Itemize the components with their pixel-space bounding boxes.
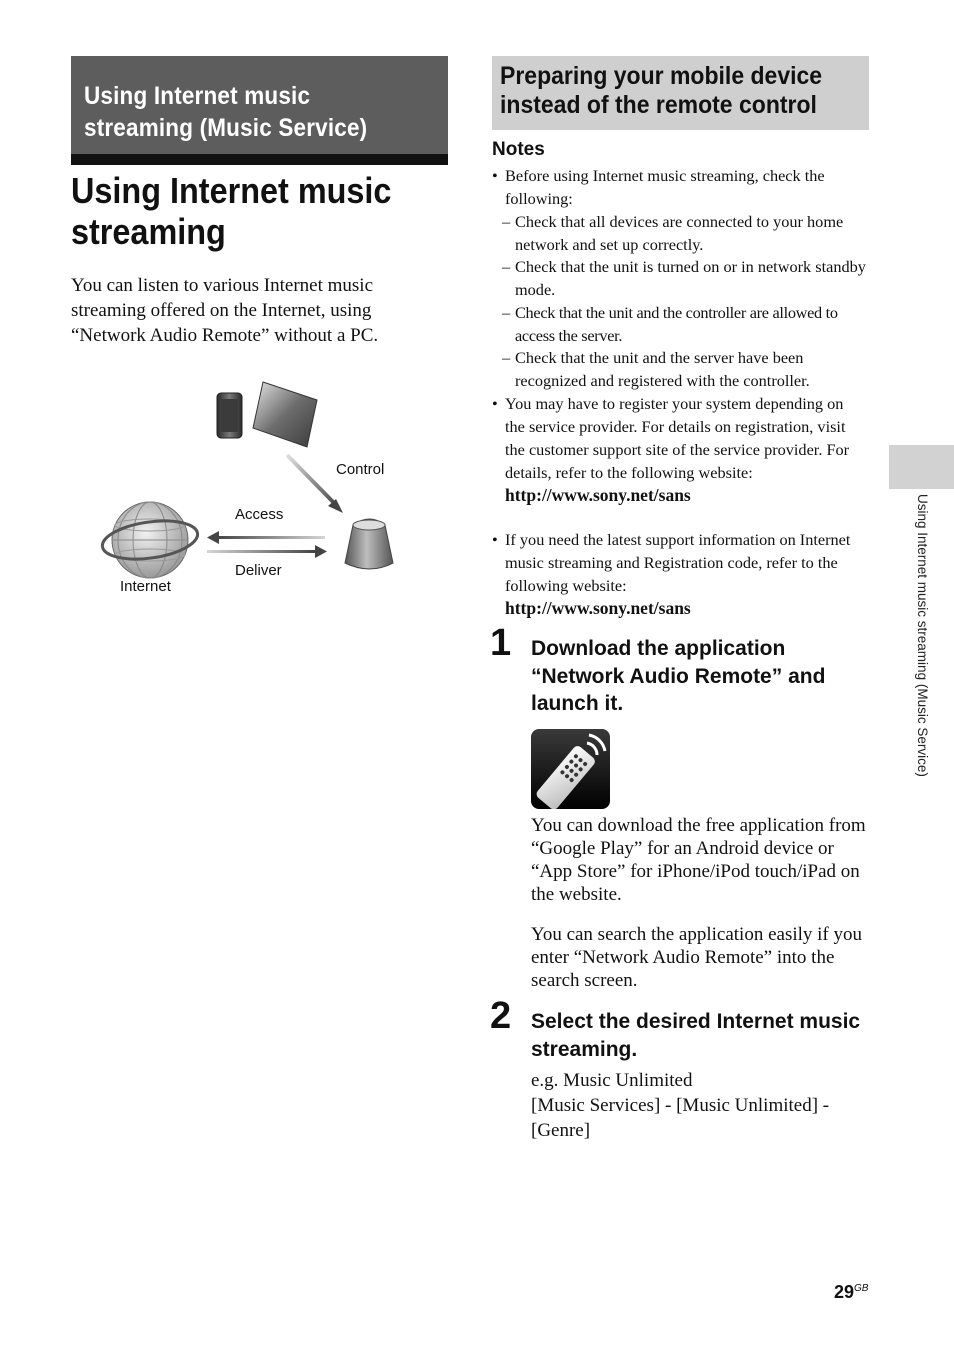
section-banner-title: Using Internet music streaming (Music Service): [84, 82, 368, 142]
check-item: [502, 346, 867, 392]
step-2-menu-path: [Music Services] - [Music Unlimited] - [Genre]: [531, 1095, 830, 1141]
dash-icon: –: [502, 303, 511, 322]
speaker-icon: [345, 519, 393, 569]
dash-icon: –: [502, 348, 511, 367]
step-2-example: e.g. Music Unlimited: [531, 1070, 693, 1091]
check-item-text: Check that all devices are connected to your home network and set up correctly.: [515, 212, 844, 254]
check-item: [502, 210, 867, 256]
page-number-suffix: GB: [854, 1283, 869, 1294]
intro-paragraph: You can listen to various Internet music streaming offered on the Internet, using “Network Audio Remote” without a PC.: [71, 275, 379, 346]
access-arrow: [207, 531, 325, 544]
check-item: [502, 255, 867, 301]
diagram-label-access: Access: [235, 506, 284, 523]
dash-icon: –: [502, 257, 511, 276]
side-tab: [889, 445, 954, 489]
section-banner-rule: [71, 154, 448, 165]
control-arrow: [287, 455, 343, 513]
step-1-title: Download the application “Network Audio Remote” and launch it.: [531, 637, 826, 715]
network-audio-remote-app-icon: [531, 729, 610, 809]
dash-icon: –: [502, 212, 511, 231]
note-3: [492, 528, 867, 620]
page-number-value: 29: [834, 1282, 855, 1302]
step-1-paragraph-2: You can search the application easily if you enter “Network Audio Remote” into the search screen.: [531, 924, 863, 991]
step-2-number: 2: [490, 995, 512, 1037]
note-3-text: If you need the latest support information on Internet music streaming and Registration code, refer to the following website:: [505, 530, 851, 595]
page-number: [834, 1282, 868, 1303]
side-tab-label: [902, 494, 932, 826]
notes-heading: Notes: [492, 139, 545, 160]
check-item-text: Check that the unit and the server have been recognized and registered with the controller.: [515, 348, 810, 390]
internet-globe-icon: [100, 502, 200, 578]
streaming-diagram: [95, 375, 415, 605]
page-title: Using Internet music streaming: [71, 170, 392, 252]
support-link[interactable]: http://www.sony.net/sans: [505, 598, 691, 618]
note-1-text: Before using Internet music streaming, check the following:: [505, 166, 825, 208]
prepare-title: Preparing your mobile device instead of the remote control: [500, 62, 823, 119]
smartphone-icon: [217, 393, 242, 438]
check-item-text: Check that the unit and the controller are allowed to access the server.: [515, 303, 838, 345]
support-link[interactable]: http://www.sony.net/sans: [505, 485, 691, 505]
diagram-label-control: Control: [336, 461, 385, 478]
note-1: [492, 164, 867, 210]
step-1-number: 1: [490, 622, 512, 664]
note-2-text: You may have to register your system depending on the service provider. For details on registration, visit the customer support site of the service provider. For details, refer to the following website:: [505, 394, 850, 482]
side-tab-label-text: Using Internet music streaming (Music Service): [915, 494, 930, 777]
bullet-icon: •: [492, 166, 498, 185]
step-1-paragraph-1: You can download the free application from “Google Play” for an Android device or “App Store” for iPhone/iPod touch/iPad on the website.: [531, 815, 866, 905]
bullet-icon: •: [492, 530, 498, 549]
diagram-label-deliver: Deliver: [235, 562, 282, 579]
tablet-icon: [253, 382, 317, 447]
bullet-icon: •: [492, 394, 498, 413]
diagram-label-internet: Internet: [120, 578, 171, 595]
step-2-title: Select the desired Internet music streaming.: [531, 1010, 861, 1061]
check-item: [502, 301, 870, 347]
note-2: [492, 392, 867, 507]
check-item-text: Check that the unit is turned on or in network standby mode.: [515, 257, 866, 299]
deliver-arrow: [207, 545, 327, 558]
